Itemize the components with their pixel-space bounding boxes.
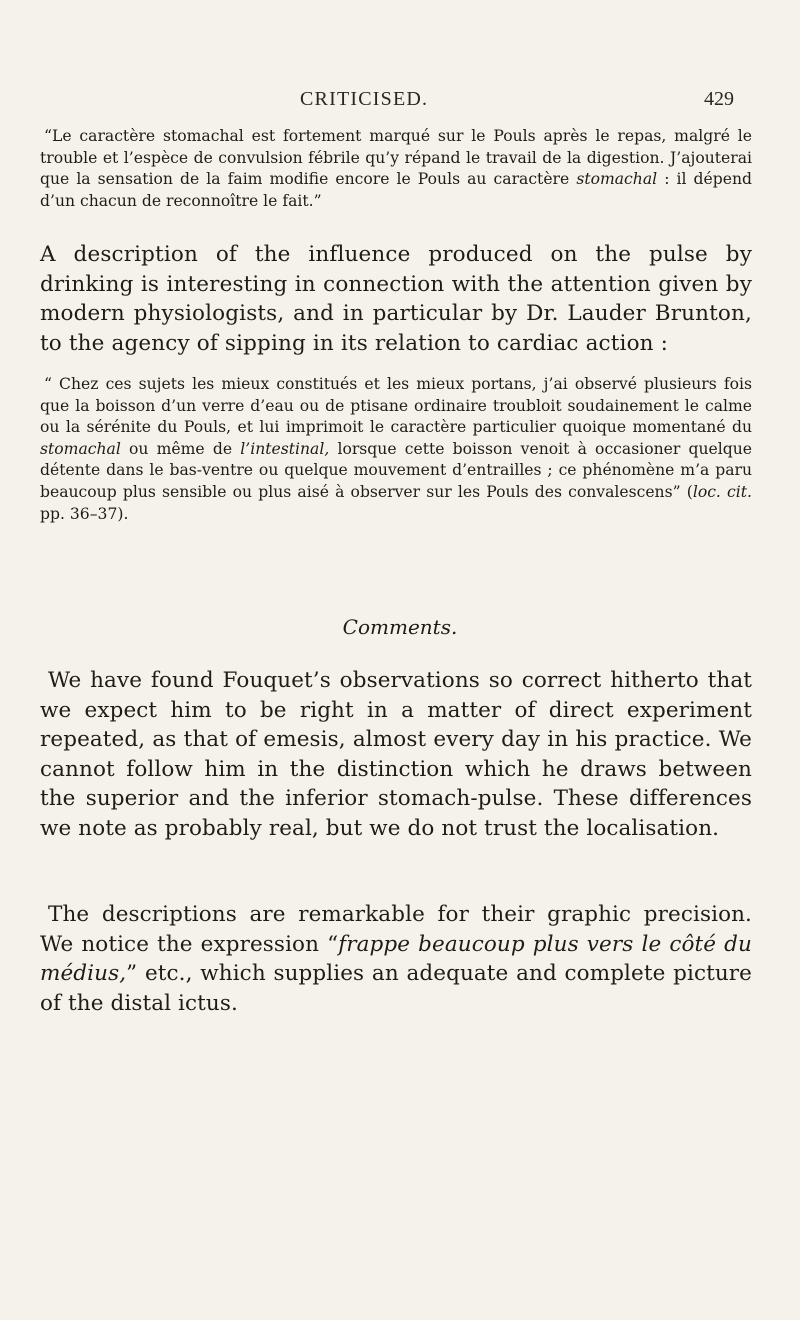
running-head <box>0 88 800 112</box>
paragraph-graphic-precision <box>40 900 752 1018</box>
paragraph3-italic: frappe beaucoup plus vers le côté du médius, <box>40 931 752 986</box>
quote2-italic2: l’intestinal, <box>240 439 330 458</box>
paragraph3-part1: The descriptions are remarkable for their graphic precision. We notice the expression “ <box>40 902 752 957</box>
quote2-part2: ou même de <box>120 439 241 458</box>
quote2-italic1: stomachal <box>40 439 121 458</box>
page-number: 429 <box>704 88 734 110</box>
quote1-text-after: : il dépend d’un chacun de reconnoître le fait.” <box>40 170 752 210</box>
quote1-italic: stomachal <box>576 170 658 189</box>
quote2-italic3: loc. cit. <box>692 482 752 501</box>
paragraph-drinking-influence: A description of the influence produced on the pulse by drinking is interesting in connection with the attention given by modern physiologists, and in particular by Dr. Lauder Brunton, to the agency of sipping in its relation to cardiac action : <box>40 242 752 356</box>
paragraph3-part2: ” etc., which supplies an adequate and complete picture of the distal ictus. <box>40 961 752 1016</box>
quote-drinking-effect <box>40 374 752 525</box>
quote-stomachal-pulse <box>40 126 752 212</box>
running-head-title: CRITICISED. <box>300 88 429 110</box>
quote2-part1: “ Chez ces sujets les mieux constitués et les mieux portans, j’ai observé plusieurs fois que la boisson d’un verre d’eau ou de ptisane ordinaire troubloit soudainement le calme ou la sérénite du Pouls, et lui imprimoit le caractère particulier quoique momentané du <box>40 375 752 437</box>
quote2-part3: lorsque cette boisson venoit à occasioner quelque détente dans le bas-ventre ou quelque mouvement d’entrailles ; ce phénomène m’a paru beaucoup plus sensible ou plus aisé à observer sur les Pouls des convalescens” ( <box>40 439 753 501</box>
quote2-part4: pp. 36–37). <box>40 504 129 523</box>
quote1-text: “Le caractère stomachal est fortement marqué sur le Pouls après le repas, malgré le trouble et l’espèce de convulsion fébrile qu’y répand le travail de la digestion. J’ajouterai que la sensation de la faim modifie encore le Pouls au caractère <box>40 127 752 189</box>
section-heading-comments: Comments. <box>342 615 458 639</box>
paragraph-fouquet-observations: We have found Fouquet’s observations so correct hitherto that we expect him to be right in a matter of direct experiment repeated, as that of emesis, almost every day in his practice. We cannot follow him in the distinction which he draws between the superior and the inferior stomach-pulse. These differences we note as probably real, but we do not trust the localisation. <box>40 668 752 841</box>
